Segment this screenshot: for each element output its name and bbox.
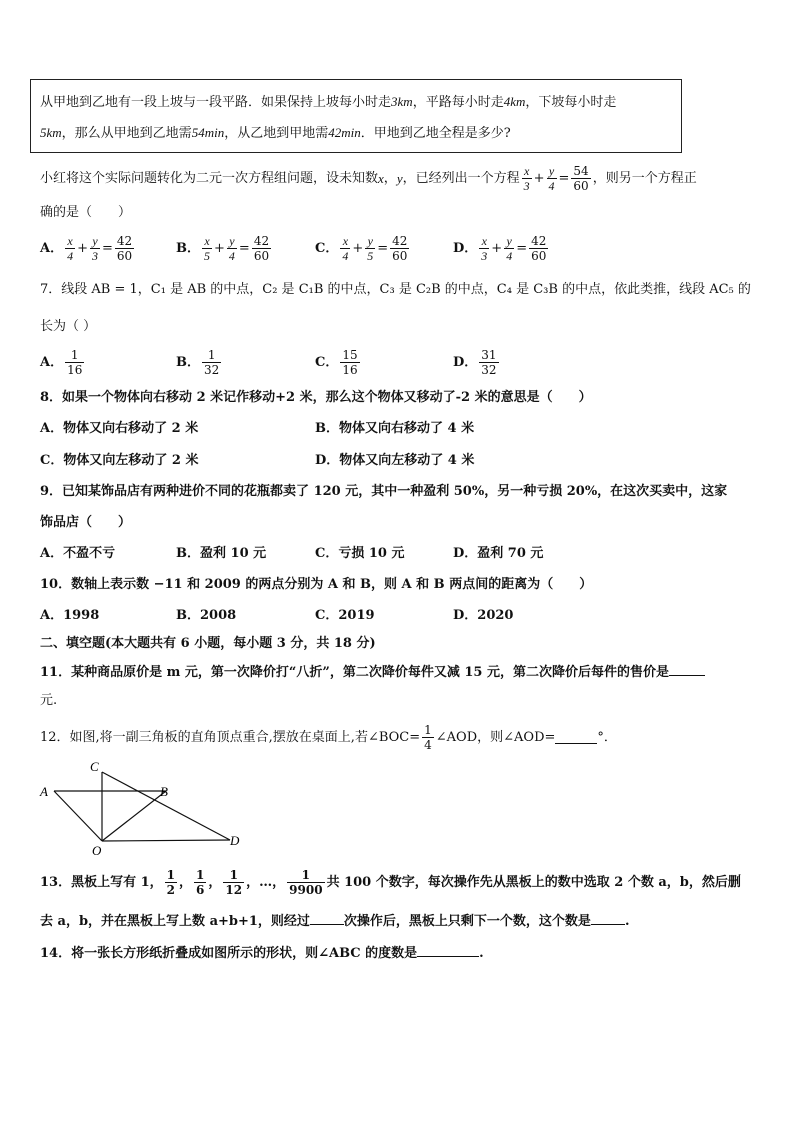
comma: ， xyxy=(208,874,222,890)
problem-text: ，平路每小时走 xyxy=(412,95,504,110)
comma: ， xyxy=(246,874,260,890)
den: 16 xyxy=(67,362,83,377)
q12-text: 12．如图,将一副三角板的直角顶点重合,摆放在桌面上,若∠BOC= xyxy=(40,729,421,745)
den: 32 xyxy=(204,362,220,377)
q9-line-2: 饰品店（ ） xyxy=(40,515,132,530)
option-text: 盈利 70 元 xyxy=(477,546,544,561)
point-label-o: O xyxy=(92,843,102,858)
problem-text: ．甲地到乙地全程是多少? xyxy=(360,126,511,141)
num: x xyxy=(65,235,75,249)
q12-text: ∠AOD，则∠AOD= xyxy=(435,729,556,745)
speed-flat: 4km xyxy=(503,94,526,109)
answer-blank xyxy=(669,663,705,676)
option-text: 2020 xyxy=(477,608,514,623)
frac xyxy=(479,349,498,376)
answer-blank xyxy=(591,912,625,925)
equals: = xyxy=(516,240,528,256)
option-text: 物体又向左移动了 2 米 xyxy=(63,453,199,468)
q9-text: 9．已知某饰品店有两种进价不同的花瓶都卖了 120 元，其中一种盈利 50%，另一种亏损 20%，在这次买卖中，这家 xyxy=(40,484,728,499)
frac xyxy=(65,235,75,262)
comma: ， xyxy=(383,170,397,186)
q6-text: ，则另一个方程正 xyxy=(592,170,697,186)
q10-option-c xyxy=(315,609,375,622)
den: 4 xyxy=(424,737,432,752)
den: 4 xyxy=(228,248,235,263)
option-label: D． xyxy=(453,546,478,561)
problem-text: ，从乙地到甲地需 xyxy=(224,126,329,141)
option-text: 2008 xyxy=(200,608,237,623)
q14-line xyxy=(40,944,484,960)
q6-option-a xyxy=(40,229,136,267)
num: 31 xyxy=(481,347,497,362)
ellipsis: …， xyxy=(259,874,286,890)
q9-option-b xyxy=(176,547,266,560)
q12-line xyxy=(40,719,617,755)
option-text: 亏损 10 元 xyxy=(338,546,405,561)
problem-text: 从甲地到乙地有一段上坡与一段平路．如果保持上坡每小时走 xyxy=(40,95,392,110)
q10-text: 10．数轴上表示数 −11 和 2009 的两点分别为 A 和 B，则 A 和 B 两点间的距离为（ ） xyxy=(40,577,593,592)
q6-option-b xyxy=(176,229,273,267)
q8-option-a xyxy=(40,422,198,435)
q6-text: 小红将这个实际问题转化为二元一次方程组问题，设未知数 xyxy=(40,170,379,186)
num: y xyxy=(227,235,237,249)
option-label: B． xyxy=(176,354,200,370)
problem-line-2 xyxy=(40,126,511,140)
speed-down: 5km xyxy=(40,125,62,140)
equals: = xyxy=(377,240,389,256)
frac xyxy=(547,165,557,192)
den: 60 xyxy=(116,248,133,263)
frac xyxy=(252,235,271,262)
den: 3 xyxy=(523,178,530,193)
var-x: x xyxy=(378,170,384,186)
frac xyxy=(202,235,212,262)
answer-blank xyxy=(417,944,479,957)
num: 1 xyxy=(424,722,432,737)
frac xyxy=(422,724,434,751)
q13-text: . xyxy=(624,914,630,929)
q14-text: . xyxy=(479,946,484,961)
option-text: 1998 xyxy=(63,608,100,623)
q13-text: 13．黑板上写有 1， xyxy=(40,874,163,890)
option-label: D． xyxy=(453,354,478,370)
frac xyxy=(340,235,350,262)
num: x xyxy=(202,235,212,249)
option-label: A． xyxy=(40,240,64,256)
q9-option-a xyxy=(40,547,115,560)
den: 5 xyxy=(204,248,210,263)
time-2: 42min xyxy=(328,125,361,140)
num: x xyxy=(522,165,532,179)
num: 1 xyxy=(65,349,84,363)
frac xyxy=(571,165,590,192)
q6-line-2: 确的是（ ） xyxy=(40,205,132,220)
frac xyxy=(287,869,324,896)
frac xyxy=(504,235,514,262)
num: x xyxy=(479,235,489,249)
option-text: 物体又向右移动了 4 米 xyxy=(339,421,475,436)
q13-text: 去 a，b，并在黑板上写上数 a+b+1，则经过 xyxy=(40,914,310,929)
option-label: A． xyxy=(40,546,64,561)
den: 6 xyxy=(196,882,205,897)
segment-ao xyxy=(54,791,102,841)
triangle-figure xyxy=(30,758,260,858)
q10-option-a xyxy=(40,609,99,622)
frac xyxy=(194,869,206,896)
frac xyxy=(522,165,532,192)
q6-text: ，已经列出一个方程 xyxy=(402,170,520,186)
point-label-d: D xyxy=(230,833,240,848)
q9-option-c xyxy=(315,547,405,560)
option-label: C． xyxy=(40,453,64,468)
point-label-b: B xyxy=(160,784,168,799)
num: y xyxy=(504,235,514,249)
q14-text: 14．将一张长方形纸折叠成如图所示的形状，则∠ABC 的度数是 xyxy=(40,946,418,961)
den: 4 xyxy=(342,248,349,263)
den: 9900 xyxy=(289,882,323,897)
q13-line-1 xyxy=(40,862,741,902)
q6-intro-line xyxy=(40,160,697,196)
frac xyxy=(479,235,489,262)
option-label: C． xyxy=(315,240,339,256)
q7-option-b xyxy=(176,343,223,381)
segment-od xyxy=(102,840,230,841)
den: 2 xyxy=(166,882,176,897)
problem-text: ，下坡每小时走 xyxy=(525,95,617,110)
point-label-a: A xyxy=(40,784,48,799)
option-label: A． xyxy=(40,608,64,623)
frac xyxy=(90,235,100,262)
frac xyxy=(65,349,84,376)
segment-cd xyxy=(102,772,230,840)
num: 42 xyxy=(116,233,133,248)
num: 42 xyxy=(253,233,270,248)
num: x xyxy=(340,235,350,249)
q8-option-c xyxy=(40,454,198,467)
equals: = xyxy=(102,240,113,256)
q7-text: 7．线段 AB = 1，C₁ 是 AB 的中点，C₂ 是 C₁B 的中点，C₃ 是 C₂B 的中点，C₄ 是 C₃B 的中点，依此类推，线段 AC₅ 的 xyxy=(40,282,751,297)
option-label: B． xyxy=(176,608,200,623)
num: 42 xyxy=(531,233,547,248)
q13-line-2 xyxy=(40,912,629,928)
equals: = xyxy=(558,170,570,186)
num: 15 xyxy=(342,347,358,362)
plus: + xyxy=(77,240,88,256)
den: 16 xyxy=(342,362,358,377)
option-text: 2019 xyxy=(338,608,375,623)
answer-blank xyxy=(555,731,597,744)
option-label: D． xyxy=(453,608,478,623)
q7-option-d xyxy=(453,343,501,381)
q13-text: 次操作后，黑板上只剩下一个数，这个数是 xyxy=(343,914,591,929)
q8-option-b xyxy=(315,422,474,435)
den: 4 xyxy=(67,248,74,263)
option-label: D． xyxy=(453,240,478,256)
option-text: 盈利 10 元 xyxy=(200,546,267,561)
den: 5 xyxy=(367,248,374,263)
comma: ， xyxy=(179,874,193,890)
den: 3 xyxy=(92,248,98,263)
option-label: C． xyxy=(315,608,339,623)
speed-up: 3km xyxy=(391,94,413,109)
num: 1 xyxy=(196,867,205,882)
answer-blank xyxy=(310,912,344,925)
equals: = xyxy=(238,240,250,256)
problem-text: ，那么从甲地到乙地需 xyxy=(61,126,192,141)
den: 60 xyxy=(573,178,589,193)
den: 60 xyxy=(253,248,270,263)
q11-line-1 xyxy=(40,663,705,679)
q7-option-c xyxy=(315,343,362,381)
frac xyxy=(223,869,244,896)
option-label: B． xyxy=(176,546,200,561)
num: 1 xyxy=(223,869,244,883)
num: 1 xyxy=(166,867,176,882)
num: y xyxy=(365,235,375,249)
option-label: C． xyxy=(315,354,339,370)
frac xyxy=(340,349,359,376)
frac xyxy=(202,349,221,376)
q13-text: 共 100 个数字，每次操作先从黑板上的数中选取 2 个数 a，b，然后删 xyxy=(326,874,741,890)
q6-option-c xyxy=(315,229,411,267)
num: 42 xyxy=(392,233,408,248)
option-label: C． xyxy=(315,546,339,561)
q11-line-2: 元. xyxy=(40,693,58,708)
q10-option-b xyxy=(176,609,236,622)
q10-option-d xyxy=(453,609,513,622)
option-label: A． xyxy=(40,421,64,436)
option-label: A． xyxy=(40,354,64,370)
num: 54 xyxy=(573,163,589,178)
den: 60 xyxy=(392,248,408,263)
q8-text: 8．如果一个物体向右移动 2 米记作移动+2 米，那么这个物体又移动了-2 米的意思是（ ） xyxy=(40,390,592,405)
den: 3 xyxy=(481,248,488,263)
frac xyxy=(365,235,375,262)
den: 4 xyxy=(506,248,513,263)
problem-box xyxy=(30,79,682,153)
option-label: B． xyxy=(315,421,339,436)
frac xyxy=(227,235,237,262)
den: 60 xyxy=(531,248,547,263)
num: 1 xyxy=(287,869,324,883)
q8-option-d xyxy=(315,454,474,467)
frac xyxy=(390,235,409,262)
option-label: D． xyxy=(315,453,340,468)
frac xyxy=(529,235,548,262)
den: 32 xyxy=(481,362,497,377)
q7-option-a xyxy=(40,343,86,381)
point-label-c: C xyxy=(90,759,99,774)
option-text: 物体又向左移动了 4 米 xyxy=(339,453,475,468)
den: 12 xyxy=(225,882,243,897)
option-text: 物体又向右移动了 2 米 xyxy=(63,421,199,436)
num: y xyxy=(90,235,100,249)
num: y xyxy=(547,165,557,179)
var-y: y xyxy=(396,170,403,186)
den: 4 xyxy=(548,178,555,193)
q12-text: °． xyxy=(597,729,617,745)
q7-line-2: 长为（ ） xyxy=(40,319,97,334)
q11-text: 11．某种商品原价是 m 元，第一次降价打“八折”，第二次降价每件又减 15 元，第二次降价后每件的售价是 xyxy=(40,665,669,680)
frac xyxy=(115,235,134,262)
q9-option-d xyxy=(453,547,543,560)
plus: + xyxy=(214,240,225,256)
num: 1 xyxy=(202,349,221,363)
q6-option-d xyxy=(453,229,550,267)
plus: + xyxy=(352,240,364,256)
plus: + xyxy=(491,240,503,256)
problem-line-1 xyxy=(40,95,616,109)
section-heading: 二、填空题(本大题共有 6 小题，每小题 3 分，共 18 分) xyxy=(40,636,376,651)
time-1: 54min xyxy=(191,125,225,140)
segment-ob xyxy=(102,791,166,841)
option-text: 不盈不亏 xyxy=(63,546,116,561)
plus: + xyxy=(533,170,545,186)
frac xyxy=(165,869,177,896)
option-label: B． xyxy=(176,240,200,256)
